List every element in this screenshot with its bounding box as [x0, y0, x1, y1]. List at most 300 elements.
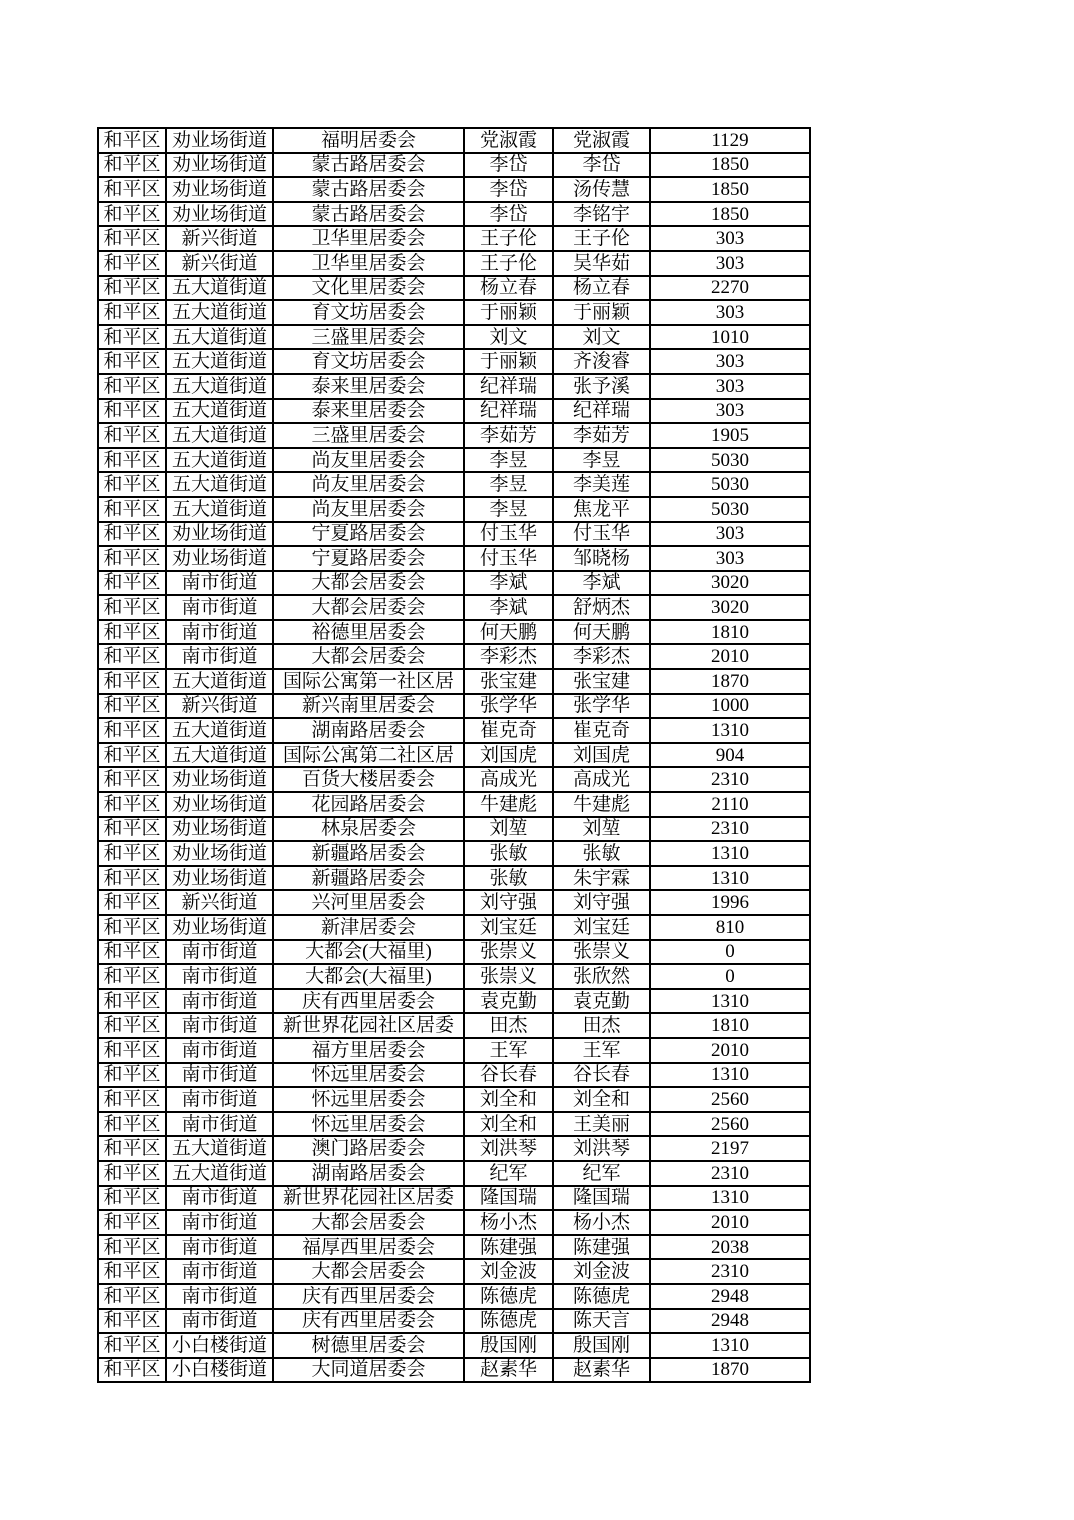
table-cell: 李斌 — [553, 571, 650, 596]
table-cell: 党淑霞 — [553, 128, 650, 153]
table-cell: 大都会居委会 — [273, 1259, 464, 1284]
table-cell: 五大道街道 — [166, 718, 273, 743]
table-cell: 小白楼街道 — [166, 1333, 273, 1358]
table-cell: 张学华 — [464, 694, 553, 719]
table-row — [98, 1038, 810, 1063]
table-cell: 文化里居委会 — [273, 276, 464, 301]
table-cell: 劝业场街道 — [166, 792, 273, 817]
table-cell: 三盛里居委会 — [273, 423, 464, 448]
table-cell: 福厚西里居委会 — [273, 1235, 464, 1260]
table-cell: 澳门路居委会 — [273, 1136, 464, 1161]
table-cell: 2270 — [650, 276, 810, 301]
table-cell: 1850 — [650, 153, 810, 178]
table-cell: 张敏 — [553, 841, 650, 866]
table-cell: 1310 — [650, 841, 810, 866]
table-cell: 劝业场街道 — [166, 153, 273, 178]
table-cell: 李岱 — [464, 177, 553, 202]
table-row — [98, 1358, 810, 1383]
table-cell: 付玉华 — [464, 522, 553, 547]
table-cell: 刘宝廷 — [553, 915, 650, 940]
table-cell: 和平区 — [98, 1038, 166, 1063]
table-cell: 张宝建 — [464, 669, 553, 694]
table-cell: 王军 — [553, 1038, 650, 1063]
table-cell: 刘金波 — [553, 1259, 650, 1284]
table-cell: 810 — [650, 915, 810, 940]
table-cell: 劝业场街道 — [166, 817, 273, 842]
table-cell: 五大道街道 — [166, 276, 273, 301]
table-row — [98, 1284, 810, 1309]
table-cell: 李昱 — [464, 497, 553, 522]
table-row — [98, 374, 810, 399]
table-cell: 张敏 — [464, 866, 553, 891]
table-cell: 刘堃 — [464, 817, 553, 842]
table-cell: 和平区 — [98, 202, 166, 227]
table-row — [98, 399, 810, 424]
table-cell: 新兴街道 — [166, 890, 273, 915]
table-cell: 大都会(大福里) — [273, 940, 464, 965]
table-cell: 刘金波 — [464, 1259, 553, 1284]
table-cell: 1010 — [650, 325, 810, 350]
table-cell: 和平区 — [98, 276, 166, 301]
table-cell: 怀远里居委会 — [273, 1087, 464, 1112]
table-cell: 和平区 — [98, 128, 166, 153]
table-cell: 纪祥瑞 — [464, 374, 553, 399]
table-cell: 陈德虎 — [553, 1284, 650, 1309]
table-cell: 崔克奇 — [553, 718, 650, 743]
table-cell: 何天鹏 — [464, 620, 553, 645]
table-cell: 田杰 — [553, 1013, 650, 1038]
table-cell: 尚友里居委会 — [273, 448, 464, 473]
table-row — [98, 792, 810, 817]
table-cell: 五大道街道 — [166, 448, 273, 473]
table-cell: 刘守强 — [464, 890, 553, 915]
table-cell: 树德里居委会 — [273, 1333, 464, 1358]
table-cell: 和平区 — [98, 1161, 166, 1186]
table-cell: 王美丽 — [553, 1112, 650, 1137]
table-cell: 怀远里居委会 — [273, 1063, 464, 1088]
table-cell: 焦龙平 — [553, 497, 650, 522]
table-cell: 兴河里居委会 — [273, 890, 464, 915]
table-cell: 和平区 — [98, 1235, 166, 1260]
table-cell: 卫华里居委会 — [273, 226, 464, 251]
table-cell: 朱宇霖 — [553, 866, 650, 891]
table-cell: 陈建强 — [553, 1235, 650, 1260]
table-row — [98, 866, 810, 891]
table-cell: 南市街道 — [166, 1112, 273, 1137]
table-cell: 和平区 — [98, 940, 166, 965]
table-cell: 付玉华 — [464, 546, 553, 571]
table-cell: 谷长春 — [464, 1063, 553, 1088]
table-cell: 新兴街道 — [166, 251, 273, 276]
table-cell: 303 — [650, 300, 810, 325]
table-cell: 1310 — [650, 866, 810, 891]
table-cell: 三盛里居委会 — [273, 325, 464, 350]
table-row — [98, 300, 810, 325]
table-cell: 5030 — [650, 497, 810, 522]
table-cell: 隆国瑞 — [553, 1186, 650, 1211]
table-cell: 2010 — [650, 1210, 810, 1235]
table-cell: 3020 — [650, 595, 810, 620]
table-cell: 刘洪琴 — [553, 1136, 650, 1161]
table-cell: 1810 — [650, 1013, 810, 1038]
table-cell: 崔克奇 — [464, 718, 553, 743]
table-cell: 五大道街道 — [166, 399, 273, 424]
table-cell: 1810 — [650, 620, 810, 645]
table-cell: 陈德虎 — [464, 1309, 553, 1334]
table-row — [98, 497, 810, 522]
table-cell: 和平区 — [98, 890, 166, 915]
table-cell: 劝业场街道 — [166, 767, 273, 792]
table-cell: 劝业场街道 — [166, 915, 273, 940]
table-cell: 新世界花园社区居委 — [273, 1186, 464, 1211]
table-cell: 和平区 — [98, 1186, 166, 1211]
table-cell: 1310 — [650, 1063, 810, 1088]
table-cell: 李茹芳 — [553, 423, 650, 448]
table-row — [98, 595, 810, 620]
table-cell: 刘全和 — [464, 1112, 553, 1137]
table-cell: 和平区 — [98, 472, 166, 497]
table-cell: 李铭宇 — [553, 202, 650, 227]
table-cell: 和平区 — [98, 325, 166, 350]
table-cell: 汤传慧 — [553, 177, 650, 202]
table-cell: 百货大楼居委会 — [273, 767, 464, 792]
table-cell: 杨小杰 — [553, 1210, 650, 1235]
table-cell: 五大道街道 — [166, 349, 273, 374]
table-cell: 田杰 — [464, 1013, 553, 1038]
table-row — [98, 817, 810, 842]
table-row — [98, 989, 810, 1014]
table-cell: 刘全和 — [464, 1087, 553, 1112]
table-row — [98, 1210, 810, 1235]
table-cell: 和平区 — [98, 718, 166, 743]
table-row — [98, 448, 810, 473]
table-cell: 1129 — [650, 128, 810, 153]
table-cell: 劝业场街道 — [166, 177, 273, 202]
table-cell: 李斌 — [464, 571, 553, 596]
table-cell: 林泉居委会 — [273, 817, 464, 842]
table-cell: 南市街道 — [166, 1013, 273, 1038]
table-cell: 陈德虎 — [464, 1284, 553, 1309]
table-row — [98, 767, 810, 792]
table-cell: 1870 — [650, 1358, 810, 1383]
table-cell: 卫华里居委会 — [273, 251, 464, 276]
table-cell: 五大道街道 — [166, 1136, 273, 1161]
table-cell: 五大道街道 — [166, 374, 273, 399]
table-cell: 何天鹏 — [553, 620, 650, 645]
table-cell: 2310 — [650, 767, 810, 792]
table-cell: 育文坊居委会 — [273, 349, 464, 374]
table-cell: 南市街道 — [166, 940, 273, 965]
table-cell: 张宝建 — [553, 669, 650, 694]
table-row — [98, 694, 810, 719]
table-cell: 五大道街道 — [166, 743, 273, 768]
table-cell: 南市街道 — [166, 620, 273, 645]
table-cell: 大都会居委会 — [273, 644, 464, 669]
table-cell: 陈建强 — [464, 1235, 553, 1260]
table-cell: 和平区 — [98, 1259, 166, 1284]
table-cell: 于丽颖 — [553, 300, 650, 325]
table-cell: 泰来里居委会 — [273, 399, 464, 424]
table-row — [98, 153, 810, 178]
table-cell: 南市街道 — [166, 1063, 273, 1088]
table-row — [98, 325, 810, 350]
table-cell: 2310 — [650, 817, 810, 842]
table-cell: 纪军 — [464, 1161, 553, 1186]
table-cell: 国际公寓第一社区居 — [273, 669, 464, 694]
table-cell: 2310 — [650, 1259, 810, 1284]
table-cell: 和平区 — [98, 866, 166, 891]
table-row — [98, 620, 810, 645]
table-cell: 劝业场街道 — [166, 866, 273, 891]
table-cell: 国际公寓第二社区居 — [273, 743, 464, 768]
table-cell: 和平区 — [98, 1063, 166, 1088]
table-cell: 张欣然 — [553, 964, 650, 989]
table-cell: 和平区 — [98, 1358, 166, 1383]
table-cell: 2560 — [650, 1112, 810, 1137]
table-cell: 1996 — [650, 890, 810, 915]
table-row — [98, 964, 810, 989]
table-row — [98, 1186, 810, 1211]
table-cell: 王子伦 — [464, 226, 553, 251]
table-cell: 吴华茹 — [553, 251, 650, 276]
table-cell: 邹晓杨 — [553, 546, 650, 571]
table-cell: 2010 — [650, 644, 810, 669]
table-cell: 怀远里居委会 — [273, 1112, 464, 1137]
table-cell: 南市街道 — [166, 1235, 273, 1260]
table-cell: 李岱 — [464, 153, 553, 178]
table-row — [98, 1136, 810, 1161]
table-cell: 袁克勤 — [553, 989, 650, 1014]
table-cell: 殷国刚 — [464, 1333, 553, 1358]
table-cell: 纪军 — [553, 1161, 650, 1186]
table-row — [98, 1013, 810, 1038]
table-cell: 303 — [650, 399, 810, 424]
table-cell: 泰来里居委会 — [273, 374, 464, 399]
table-cell: 新疆路居委会 — [273, 841, 464, 866]
table-cell: 南市街道 — [166, 1309, 273, 1334]
table-cell: 和平区 — [98, 620, 166, 645]
table-cell: 齐浚睿 — [553, 349, 650, 374]
table-cell: 2948 — [650, 1309, 810, 1334]
table-cell: 高成光 — [553, 767, 650, 792]
table-cell: 新世界花园社区居委 — [273, 1013, 464, 1038]
table-row — [98, 128, 810, 153]
table-cell: 3020 — [650, 571, 810, 596]
table-cell: 赵素华 — [553, 1358, 650, 1383]
table-cell: 南市街道 — [166, 1186, 273, 1211]
table-row — [98, 718, 810, 743]
table-cell: 杨立春 — [553, 276, 650, 301]
table-cell: 和平区 — [98, 226, 166, 251]
table-cell: 王军 — [464, 1038, 553, 1063]
table-cell: 和平区 — [98, 1136, 166, 1161]
table-cell: 于丽颖 — [464, 349, 553, 374]
table-cell: 和平区 — [98, 841, 166, 866]
table-row — [98, 940, 810, 965]
table-cell: 庆有西里居委会 — [273, 989, 464, 1014]
table-cell: 新疆路居委会 — [273, 866, 464, 891]
table-cell: 隆国瑞 — [464, 1186, 553, 1211]
table-cell: 和平区 — [98, 1013, 166, 1038]
table-cell: 尚友里居委会 — [273, 472, 464, 497]
table-row — [98, 472, 810, 497]
table-cell: 五大道街道 — [166, 1161, 273, 1186]
table-cell: 和平区 — [98, 817, 166, 842]
table-cell: 花园路居委会 — [273, 792, 464, 817]
table-cell: 和平区 — [98, 153, 166, 178]
table-row — [98, 915, 810, 940]
table-cell: 1310 — [650, 1333, 810, 1358]
table-cell: 刘守强 — [553, 890, 650, 915]
table-cell: 育文坊居委会 — [273, 300, 464, 325]
table-row — [98, 743, 810, 768]
table-cell: 和平区 — [98, 1087, 166, 1112]
table-cell: 裕德里居委会 — [273, 620, 464, 645]
table-cell: 蒙古路居委会 — [273, 153, 464, 178]
table-cell: 蒙古路居委会 — [273, 202, 464, 227]
table-cell: 庆有西里居委会 — [273, 1309, 464, 1334]
table-row — [98, 841, 810, 866]
table-cell: 李岱 — [464, 202, 553, 227]
table-row — [98, 644, 810, 669]
table-cell: 张学华 — [553, 694, 650, 719]
table-cell: 和平区 — [98, 964, 166, 989]
table-row — [98, 177, 810, 202]
table-cell: 和平区 — [98, 1284, 166, 1309]
table-cell: 王子伦 — [464, 251, 553, 276]
table-cell: 2010 — [650, 1038, 810, 1063]
table-cell: 和平区 — [98, 595, 166, 620]
table-cell: 付玉华 — [553, 522, 650, 547]
table-cell: 2197 — [650, 1136, 810, 1161]
table-cell: 和平区 — [98, 522, 166, 547]
table-row — [98, 571, 810, 596]
table-cell: 1905 — [650, 423, 810, 448]
table-cell: 南市街道 — [166, 1038, 273, 1063]
table-cell: 谷长春 — [553, 1063, 650, 1088]
table-cell: 五大道街道 — [166, 325, 273, 350]
table-cell: 五大道街道 — [166, 423, 273, 448]
table-row — [98, 1309, 810, 1334]
table-cell: 湖南路居委会 — [273, 1161, 464, 1186]
table-cell: 劝业场街道 — [166, 128, 273, 153]
table-cell: 刘全和 — [553, 1087, 650, 1112]
table-cell: 1310 — [650, 989, 810, 1014]
table-row — [98, 522, 810, 547]
table-row — [98, 423, 810, 448]
table-cell: 福明居委会 — [273, 128, 464, 153]
table-cell: 2038 — [650, 1235, 810, 1260]
table-cell: 张予溪 — [553, 374, 650, 399]
table-cell: 303 — [650, 349, 810, 374]
table-cell: 和平区 — [98, 497, 166, 522]
table-cell: 南市街道 — [166, 571, 273, 596]
table-cell: 和平区 — [98, 644, 166, 669]
table-cell: 李昱 — [464, 448, 553, 473]
table-cell: 五大道街道 — [166, 497, 273, 522]
table-cell: 和平区 — [98, 1333, 166, 1358]
table-cell: 和平区 — [98, 251, 166, 276]
table-cell: 李美莲 — [553, 472, 650, 497]
table-cell: 1850 — [650, 202, 810, 227]
table-cell: 五大道街道 — [166, 472, 273, 497]
table-cell: 南市街道 — [166, 1210, 273, 1235]
table-cell: 303 — [650, 374, 810, 399]
table-row — [98, 1161, 810, 1186]
table-cell: 陈天言 — [553, 1309, 650, 1334]
table-cell: 和平区 — [98, 399, 166, 424]
table-cell: 大都会居委会 — [273, 595, 464, 620]
table-row — [98, 226, 810, 251]
table-cell: 蒙古路居委会 — [273, 177, 464, 202]
table-cell: 于丽颖 — [464, 300, 553, 325]
table-cell: 南市街道 — [166, 1259, 273, 1284]
table-cell: 大都会居委会 — [273, 1210, 464, 1235]
table-cell: 五大道街道 — [166, 300, 273, 325]
table-cell: 2310 — [650, 1161, 810, 1186]
table-cell: 李彩杰 — [553, 644, 650, 669]
table-cell: 李昱 — [553, 448, 650, 473]
table-cell: 0 — [650, 964, 810, 989]
table-cell: 张崇义 — [553, 940, 650, 965]
table-cell: 宁夏路居委会 — [273, 546, 464, 571]
table-cell: 303 — [650, 226, 810, 251]
table-cell: 1000 — [650, 694, 810, 719]
table-cell: 刘洪琴 — [464, 1136, 553, 1161]
table-cell: 2560 — [650, 1087, 810, 1112]
table-cell: 李彩杰 — [464, 644, 553, 669]
table-cell: 新兴街道 — [166, 226, 273, 251]
table-cell: 劝业场街道 — [166, 841, 273, 866]
table-cell: 纪祥瑞 — [464, 399, 553, 424]
table-cell: 牛建彪 — [553, 792, 650, 817]
table-row — [98, 1259, 810, 1284]
table-cell: 1310 — [650, 718, 810, 743]
table-cell: 王子伦 — [553, 226, 650, 251]
table-cell: 新兴南里居委会 — [273, 694, 464, 719]
table-body — [98, 128, 810, 1382]
table-cell: 刘国虎 — [553, 743, 650, 768]
table-cell: 和平区 — [98, 1210, 166, 1235]
table-row — [98, 251, 810, 276]
table-cell: 党淑霞 — [464, 128, 553, 153]
table-cell: 袁克勤 — [464, 989, 553, 1014]
table-cell: 劝业场街道 — [166, 202, 273, 227]
table-cell: 五大道街道 — [166, 669, 273, 694]
table-cell: 和平区 — [98, 743, 166, 768]
table-cell: 刘国虎 — [464, 743, 553, 768]
table-cell: 杨立春 — [464, 276, 553, 301]
table-cell: 张崇义 — [464, 940, 553, 965]
table-row — [98, 276, 810, 301]
table-cell: 南市街道 — [166, 644, 273, 669]
table-cell: 大都会(大福里) — [273, 964, 464, 989]
table-cell: 和平区 — [98, 177, 166, 202]
table-cell: 303 — [650, 251, 810, 276]
table-cell: 舒炳杰 — [553, 595, 650, 620]
table-cell: 刘文 — [553, 325, 650, 350]
table-cell: 小白楼街道 — [166, 1358, 273, 1383]
table-cell: 5030 — [650, 472, 810, 497]
table-cell: 劝业场街道 — [166, 546, 273, 571]
table-cell: 李茹芳 — [464, 423, 553, 448]
table-cell: 南市街道 — [166, 989, 273, 1014]
table-row — [98, 349, 810, 374]
table-row — [98, 1112, 810, 1137]
table-cell: 南市街道 — [166, 595, 273, 620]
table-cell: 福方里居委会 — [273, 1038, 464, 1063]
table-cell: 南市街道 — [166, 1284, 273, 1309]
